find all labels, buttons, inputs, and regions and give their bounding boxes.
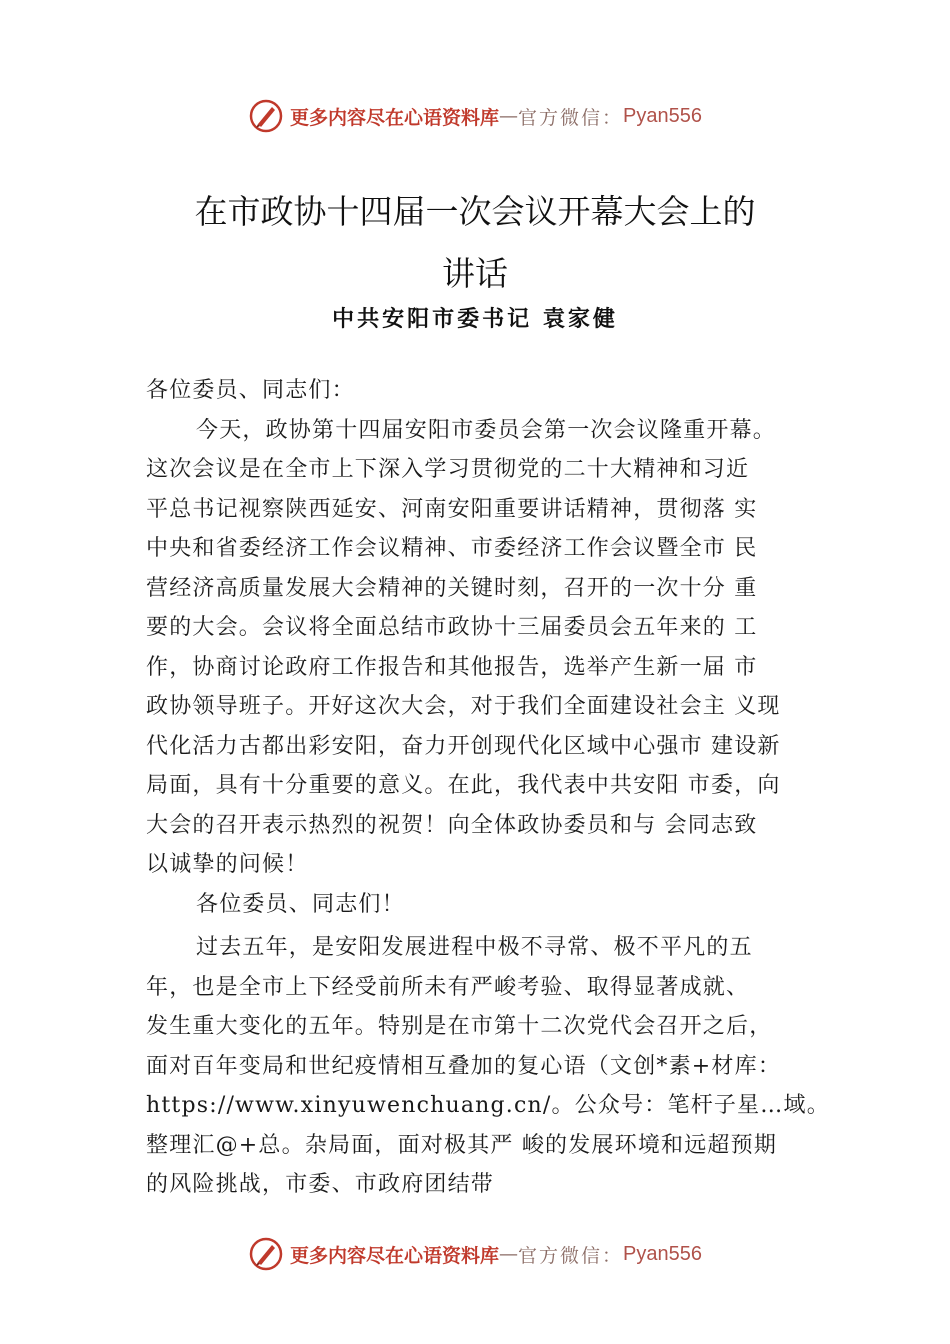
paragraph-1-line: 平总书记视察陕西延安、河南安阳重要讲话精神，贯彻落 实: [146, 496, 758, 522]
paragraph-1-line: 这次会议是在全市上下深入学习贯彻党的二十大精神和习近: [146, 457, 750, 482]
paragraph-1-line: 要的大会。会议将全面总结市政协十三届委员会五年来的 工: [146, 615, 758, 640]
paragraph-1-line: 局面，具有十分重要的意义。在此，我代表中共安阳 市委，向: [146, 773, 781, 798]
paragraph-2-line: 过去五年，是安阳发展进程中极不寻常、极不平凡的五: [196, 935, 753, 960]
paragraph-2-line: 年，也是全市上下经受前所未有严峻考验、取得显著成就、: [146, 974, 750, 1000]
document-author: 中共安阳市委书记 袁家健: [332, 306, 618, 332]
paragraph-1-line: 以诚挚的问候！: [146, 852, 309, 877]
paragraph-1-line: 营经济高质量发展大会精神的关键时刻，召开的一次十分 重: [146, 575, 758, 601]
watermark-separator: —: [499, 105, 519, 127]
pen-logo-icon: [248, 98, 284, 134]
document-title-line-1: 在市政协十四届一次会议开幕大会上的: [194, 192, 756, 231]
paragraph-1-line: 今天，政协第十四届安阳市委员会第一次会议隆重开幕。: [196, 417, 777, 443]
paragraph-1-line: 大会的召开表示热烈的祝贺！向全体政协委员和与 会同志致: [146, 812, 758, 838]
document-title-line-2: 讲话: [442, 254, 508, 293]
paragraph-2-line: 的风险挑战，市委、市政府团结带: [146, 1172, 495, 1197]
paragraph-1-line: 代化活力古都出彩安阳，奋力开创现代化区域中心强市 建设新: [146, 733, 781, 759]
watermark-wechat-label: 官方微信：: [518, 1244, 624, 1267]
salutation-2: 各位委员、同志们！: [196, 891, 405, 917]
salutation: 各位委员、同志们：: [146, 378, 355, 403]
watermark-brand: 更多内容尽在心语资料库: [290, 106, 500, 129]
watermark-account: Pyan556: [623, 1242, 702, 1265]
watermark-wechat-label: 官方微信：: [518, 106, 624, 129]
watermark-separator: —: [499, 1243, 519, 1265]
paragraph-2-line: 发生重大变化的五年。特别是在市第十二次党代会召开之后，: [146, 1014, 773, 1039]
watermark-banner-bottom: [0, 1232, 950, 1276]
paragraph-1-line: 作，协商讨论政府工作报告和其他报告，选举产生新一届 市: [146, 654, 758, 680]
paragraph-2-line: https://www.xinyuwenchuang.cn/。公众号：笔杆子星…域。: [146, 1093, 830, 1118]
document-body: [146, 371, 836, 1205]
watermark-banner-top: [0, 94, 950, 138]
paragraph-1-line: 政协领导班子。开好这次大会，对于我们全面建设社会主 义现: [146, 694, 781, 719]
watermark-account: Pyan556: [623, 104, 702, 127]
paragraph-2-line: 面对百年变局和世纪疫情相互叠加的复心语（文创*素+材库：: [146, 1053, 782, 1079]
paragraph-2-line: 整理汇@+总。杂局面，面对极其严 峻的发展环境和远超预期: [146, 1132, 778, 1158]
paragraph-1-line: 中央和省委经济工作会议精神、市委经济工作会议暨全市 民: [146, 536, 758, 561]
pen-logo-icon: [248, 1236, 284, 1272]
watermark-brand: 更多内容尽在心语资料库: [290, 1244, 500, 1267]
